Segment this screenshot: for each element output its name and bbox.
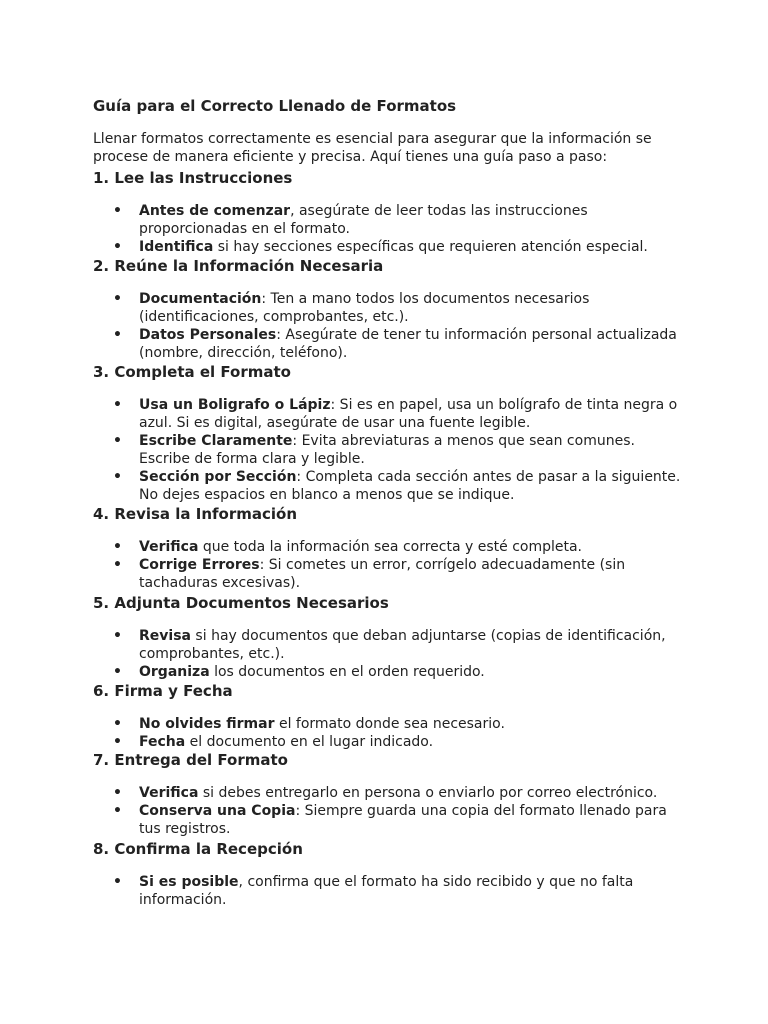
step-section (93, 839, 683, 909)
bullet-text: : Siempre guarda una copia del formato llenado para tus registros. (139, 803, 667, 837)
step-heading: 3. Completa el Formato (93, 363, 291, 381)
bullet-item (93, 733, 683, 751)
step-section (93, 681, 683, 751)
bullet-item (93, 627, 683, 663)
bullet-bold-term: Datos Personales (139, 327, 277, 343)
bullet-item (93, 784, 683, 802)
step-heading: 4. Revisa la Información (93, 505, 298, 523)
bullet-bold-term: Escribe Claramente (139, 433, 293, 449)
bullet-text: , confirma que el formato ha sido recibido y que no falta información. (139, 874, 634, 908)
step-bullet-list (93, 290, 683, 362)
bullet-bold-term: Fecha (139, 734, 186, 750)
bullet-text: el formato donde sea necesario. (274, 716, 505, 732)
bullet-icon: • (113, 433, 122, 449)
bullet-item (93, 396, 683, 432)
bullet-text: si debes entregarlo en persona o enviarlo por correo electrónico. (198, 785, 658, 801)
bullet-text: los documentos en el orden requerido. (209, 664, 485, 680)
bullet-icon: • (113, 203, 122, 219)
bullet-text: : Asegúrate de tener tu información personal actualizada (nombre, dirección, teléfono). (139, 327, 677, 361)
bullet-item (93, 202, 683, 238)
bullet-item (93, 538, 683, 556)
bullet-icon: • (113, 874, 122, 890)
bullet-item (93, 238, 683, 256)
bullet-text: : Si cometes un error, corrígelo adecuadamente (sin tachaduras excesivas). (139, 557, 626, 591)
bullet-icon: • (113, 469, 122, 485)
bullet-icon: • (113, 716, 122, 732)
bullet-bold-term: Sección por Sección (139, 469, 297, 485)
step-section (93, 362, 683, 504)
bullet-item (93, 326, 683, 362)
bullet-item (93, 290, 683, 326)
bullet-bold-term: Identifica (139, 239, 214, 255)
step-section (93, 168, 683, 256)
bullet-icon: • (113, 557, 122, 573)
step-heading: 1. Lee las Instrucciones (93, 169, 293, 187)
bullet-item (93, 873, 683, 909)
step-heading: 7. Entrega del Formato (93, 751, 288, 769)
bullet-icon: • (113, 539, 122, 555)
step-heading: 6. Firma y Fecha (93, 682, 233, 700)
bullet-text: que toda la información sea correcta y esté completa. (198, 539, 583, 555)
bullet-icon: • (113, 397, 122, 413)
intro-paragraph: Llenar formatos correctamente es esencial para asegurar que la información se procese de manera eficiente y precisa. Aquí tienes una guía paso a paso: (93, 131, 652, 165)
bullet-item (93, 663, 683, 681)
bullet-text: si hay secciones específicas que requieren atención especial. (213, 239, 648, 255)
bullet-bold-term: Revisa (139, 628, 191, 644)
bullet-text: : Ten a mano todos los documentos necesarios (identificaciones, comprobantes, etc.). (139, 291, 590, 325)
bullet-icon: • (113, 291, 122, 307)
bullet-text: , asegúrate de leer todas las instrucciones proporcionadas en el formato. (139, 203, 588, 237)
bullet-icon: • (113, 664, 122, 680)
bullet-bold-term: Usa un Boligrafo o Lápiz (139, 397, 331, 413)
document-title: Guía para el Correcto Llenado de Formatos (93, 97, 457, 115)
bullet-text: : Evita abreviaturas a menos que sean comunes. Escribe de forma clara y legible. (139, 433, 635, 467)
step-bullet-list (93, 784, 683, 838)
bullet-icon: • (113, 785, 122, 801)
step-section (93, 256, 683, 362)
bullet-bold-term: No olvides firmar (139, 716, 275, 732)
bullet-bold-term: Verifica (139, 539, 199, 555)
bullet-icon: • (113, 803, 122, 819)
step-bullet-list (93, 538, 683, 592)
bullet-bold-term: Organiza (139, 664, 210, 680)
bullet-item (93, 715, 683, 733)
bullet-icon: • (113, 239, 122, 255)
step-heading: 2. Reúne la Información Necesaria (93, 257, 384, 275)
step-heading: 8. Confirma la Recepción (93, 840, 303, 858)
bullet-icon: • (113, 628, 122, 644)
bullet-text: el documento en el lugar indicado. (185, 734, 434, 750)
bullet-icon: • (113, 327, 122, 343)
bullet-bold-term: Antes de comenzar (139, 203, 291, 219)
bullet-item (93, 468, 683, 504)
bullet-text: : Si es en papel, usa un bolígrafo de tinta negra o azul. Si es digital, asegúrate de usar una fuente legible. (139, 397, 678, 431)
step-section (93, 593, 683, 681)
bullet-item (93, 432, 683, 468)
bullet-icon: • (113, 734, 122, 750)
bullet-text: : Completa cada sección antes de pasar a la siguiente. No dejes espacios en blanco a menos que se indique. (139, 469, 681, 503)
step-bullet-list (93, 202, 683, 256)
step-section (93, 750, 683, 838)
step-bullet-list (93, 627, 683, 681)
bullet-text: si hay documentos que deban adjuntarse (copias de identificación, comprobantes, etc.). (139, 628, 666, 662)
bullet-bold-term: Documentación (139, 291, 262, 307)
bullet-bold-term: Conserva una Copia (139, 803, 296, 819)
step-bullet-list (93, 396, 683, 504)
step-bullet-list (93, 715, 683, 751)
bullet-bold-term: Corrige Errores (139, 557, 260, 573)
bullet-item (93, 802, 683, 838)
step-heading: 5. Adjunta Documentos Necesarios (93, 594, 389, 612)
step-bullet-list (93, 873, 683, 909)
step-section (93, 504, 683, 592)
bullet-bold-term: Si es posible (139, 874, 239, 890)
bullet-bold-term: Verifica (139, 785, 199, 801)
bullet-item (93, 556, 683, 592)
